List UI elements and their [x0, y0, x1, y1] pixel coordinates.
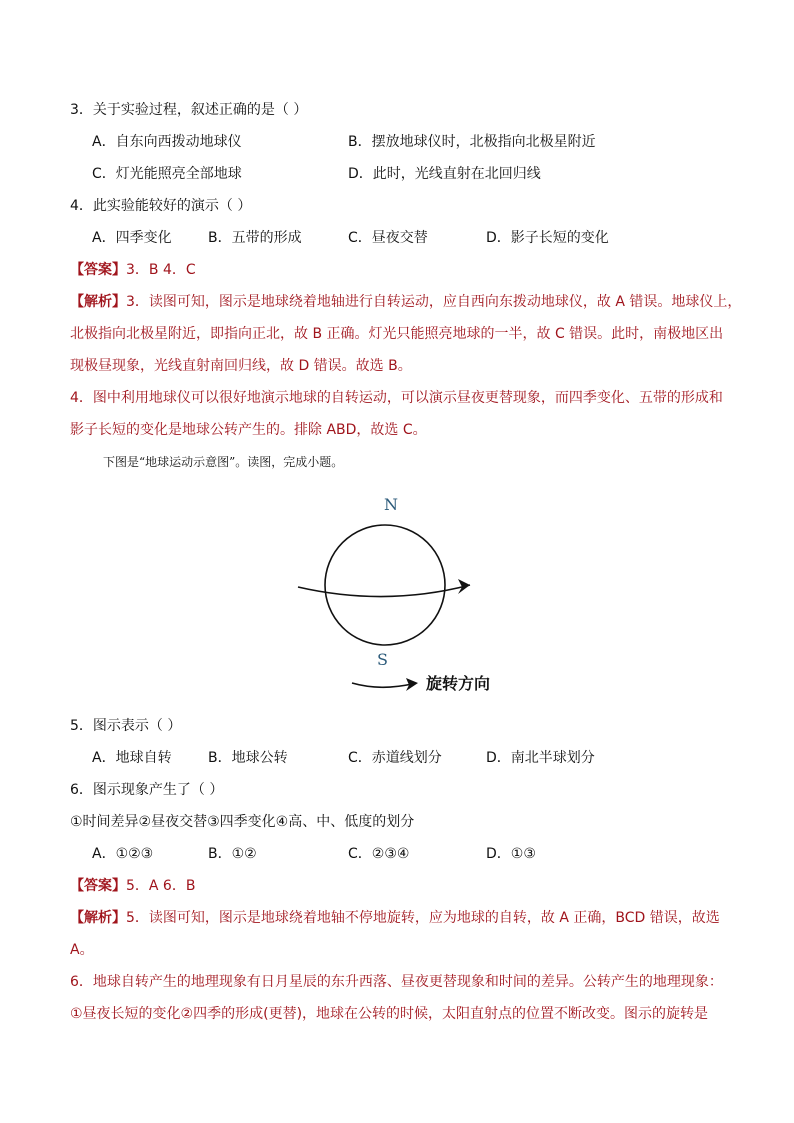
- answer-block-2: [70, 876, 195, 896]
- answer-block-1: [70, 260, 196, 280]
- q4-stem: 4．此实验能较好的演示（ ）: [70, 198, 252, 214]
- analysis-line: 4．图中利用地球仪可以很好地演示地球的自转运动，可以演示昼夜更替现象，而四季变化、五带的形成和: [70, 390, 723, 406]
- answer-label: 【答案】: [70, 262, 126, 278]
- analysis-line: 影子长短的变化是地球公转产生的。排除 ABD，故选 C。: [70, 422, 427, 438]
- q4-option-c[interactable]: C．昼夜交替: [348, 230, 428, 246]
- q5-option-a[interactable]: A．地球自转: [92, 750, 172, 766]
- south-label: S: [377, 650, 388, 669]
- analysis-text: 5．读图可知，图示是地球绕着地轴不停地旋转，应为地球的自转，故 A 正确，BCD 错误，故选: [126, 910, 720, 926]
- q5-stem: 5．图示表示（ ）: [70, 718, 182, 734]
- q3-option-d[interactable]: D．此时，光线直射在北回归线: [348, 166, 541, 182]
- answer-text: 3．B 4．C: [126, 262, 196, 278]
- analysis-line: ①昼夜长短的变化②四季的形成(更替)，地球在公转的时候，太阳直射点的位置不断改变。图示的旋转是: [70, 1006, 709, 1022]
- q4-option-b[interactable]: B．五带的形成: [208, 230, 302, 246]
- analysis-line: [70, 908, 720, 928]
- q5-option-d[interactable]: D．南北半球划分: [486, 750, 595, 766]
- analysis-line: 现极昼现象，光线直射南回归线，故 D 错误。故选 B。: [70, 358, 412, 374]
- analysis-text: 3．读图可知，图示是地球绕着地轴进行自转运动，应自西向东拨动地球仪，故 A 错误。地球仪上，: [126, 294, 742, 310]
- q5-option-c[interactable]: C．赤道线划分: [348, 750, 442, 766]
- analysis-label: 【解析】: [70, 910, 126, 926]
- q5-option-b[interactable]: B．地球公转: [208, 750, 288, 766]
- direction-arrow: [352, 683, 412, 687]
- answer-label: 【答案】: [70, 878, 126, 894]
- q3-option-a[interactable]: A．自东向西拨动地球仪: [92, 134, 242, 150]
- analysis-line: A。: [70, 942, 94, 958]
- q3-option-c[interactable]: C．灯光能照亮全部地球: [92, 166, 242, 182]
- direction-label: 旋转方向: [426, 674, 491, 693]
- analysis-line: 6．地球自转产生的地理现象有日月星辰的东升西落、昼夜更替现象和时间的差异。公转产生的地理现象：: [70, 974, 723, 990]
- q3-stem: 3．关于实验过程，叙述正确的是（ ）: [70, 102, 308, 118]
- earth-rotation-figure: [280, 485, 540, 700]
- q6-items: ①时间差异②昼夜交替③四季变化④高、中、低度的划分: [70, 814, 415, 830]
- q6-option-c[interactable]: C．②③④: [348, 846, 410, 862]
- earth-circle: [325, 525, 445, 645]
- q4-option-a[interactable]: A．四季变化: [92, 230, 172, 246]
- q6-option-b[interactable]: B．①②: [208, 846, 257, 862]
- analysis-label: 【解析】: [70, 294, 126, 310]
- analysis-line: [70, 292, 741, 312]
- analysis-line: 北极指向北极星附近，即指向正北，故 B 正确。灯光只能照亮地球的一半，故 C 错误。此时，南极地区出: [70, 326, 724, 342]
- q3-option-b[interactable]: B．摆放地球仪时，北极指向北极星附近: [348, 134, 596, 150]
- arc-arrowhead: [458, 579, 470, 594]
- north-label: N: [384, 495, 398, 514]
- q4-option-d[interactable]: D．影子长短的变化: [486, 230, 609, 246]
- q6-option-a[interactable]: A．①②③: [92, 846, 154, 862]
- figure-intro: 下图是“地球运动示意图”。读图，完成小题。: [103, 455, 344, 469]
- q6-stem: 6．图示现象产生了（ ）: [70, 782, 224, 798]
- q6-option-d[interactable]: D．①③: [486, 846, 536, 862]
- answer-text: 5．A 6．B: [126, 878, 196, 894]
